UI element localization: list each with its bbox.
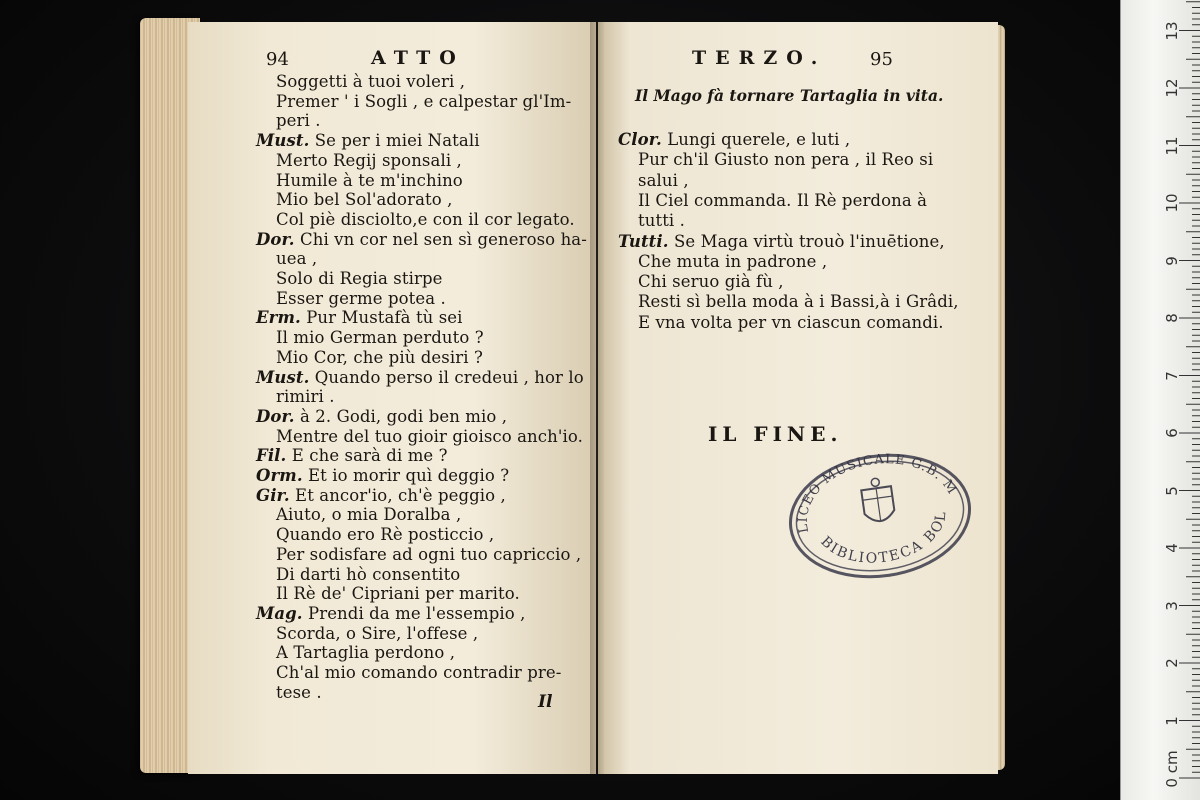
text-line [638, 272, 784, 292]
ruler-mark-label: 6 [1163, 428, 1181, 438]
catchword: Il [538, 692, 553, 712]
verse-text: Quando ero Rè posticcio , [276, 525, 495, 545]
text-line [276, 624, 478, 644]
speaker-label: Fil. [256, 446, 287, 466]
speaker-label: Erm. [256, 308, 301, 328]
text-line [276, 111, 321, 131]
text-line [256, 466, 509, 486]
verse-text: Et io morir quì deggio ? [308, 466, 510, 485]
verse-text: Scorda, o Sire, l'offese , [276, 623, 479, 643]
text-line [638, 292, 959, 312]
ruler-mark-label: 1 [1163, 715, 1181, 726]
ruler-mark-label: 3 [1163, 600, 1181, 611]
verse-text: Pur ch'il Giusto non pera , il Reo si [638, 150, 934, 170]
verse-text: Il mio German perduto ? [276, 328, 484, 348]
text-line [638, 191, 927, 211]
verse-text: Prendi da me l'essempio , [308, 603, 526, 623]
verse-text: Premer ' i Sogli , e calpestar gl'Im- [276, 91, 572, 111]
verse-text: Et ancor'io, ch'è peggio , [295, 485, 506, 505]
ruler-mark-label: 12 [1163, 78, 1181, 98]
left-page-header: ATTO [371, 47, 465, 69]
ruler-mark-label: 10 [1163, 193, 1181, 213]
text-line [276, 72, 465, 92]
verse-text: tutti . [638, 211, 685, 231]
text-line [276, 348, 483, 368]
ruler-mark-label: 9 [1163, 255, 1181, 266]
text-line [276, 505, 461, 525]
ruler-mark-label: 4 [1163, 543, 1181, 553]
left-page [188, 22, 596, 774]
verse-text: Di darti hò consentito [276, 564, 461, 584]
text-line [276, 289, 446, 309]
text-line [276, 387, 335, 407]
text-line [276, 249, 317, 269]
verse-text: rimiri . [276, 387, 335, 407]
verse-text: peri . [276, 111, 321, 131]
text-line [276, 683, 322, 703]
text-line [276, 584, 520, 604]
stamp-top-text: LICEO MUSICALE G.B. MARTINI [795, 452, 960, 535]
verse-text: Chi vn cor nel sen sì generoso ha- [300, 229, 587, 249]
verse-text: Humile à te m'inchino [276, 170, 463, 190]
verse-text: Ch'al mio comando contradir pre- [276, 663, 562, 682]
verse-text: Aiuto, o mia Doralba , [276, 505, 462, 525]
text-line [256, 308, 463, 328]
verse-text: E che sarà di me ? [291, 446, 448, 466]
verse-text: Per sodisfare ad ogni tuo capriccio , [276, 544, 582, 564]
text-line [256, 486, 506, 506]
verse-text: Lungi querele, e luti , [667, 130, 851, 149]
verse-text: Col piè disciolto,e con il cor legato. [276, 209, 575, 229]
text-line [276, 328, 484, 348]
ruler-unit-label: 0 cm [1163, 750, 1181, 788]
verse-text: à 2. Godi, godi ben mio , [300, 406, 508, 426]
verse-text: Quando perso il credeui , hor lo [314, 367, 584, 387]
scale-ruler [1120, 0, 1200, 800]
stage-direction: Il Mago fà tornare Tartaglia in vita. [635, 86, 944, 105]
right-page-number: 95 [870, 49, 893, 70]
verse-text: Resti sì bella moda à i Bassi,à i Grâdi, [638, 292, 959, 312]
text-line [638, 150, 933, 170]
text-line [276, 643, 455, 663]
text-line [618, 130, 850, 150]
text-line [276, 151, 462, 171]
verse-text: salui , [638, 170, 689, 190]
speaker-label: Must. [256, 367, 310, 387]
text-line [276, 171, 463, 191]
book-gutter [590, 22, 604, 774]
text-line [276, 210, 575, 230]
coat-of-arms-icon [860, 476, 896, 524]
speaker-label: Gir. [256, 485, 290, 505]
text-line [256, 407, 507, 427]
ruler-mark-label: 7 [1163, 370, 1181, 381]
text-line [276, 545, 581, 565]
verse-text: tese . [276, 682, 322, 702]
left-page-number: 94 [266, 49, 289, 70]
verse-text: Esser germe potea . [276, 288, 446, 308]
stamp-bottom-text: BIBLIOTECA BOLOGNA [817, 509, 950, 567]
text-line [276, 525, 494, 545]
text-line [256, 446, 448, 466]
verse-text: E vna volta per vn ciascun comandi. [638, 312, 944, 332]
verse-text: Chi seruo già fù , [638, 272, 784, 292]
ruler-mark-label: 13 [1163, 20, 1181, 41]
text-line [276, 427, 583, 447]
text-line [276, 92, 571, 112]
text-line [638, 313, 944, 333]
verse-text: Mio Cor, che più desiri ? [276, 347, 483, 367]
verse-text: Solo di Regia stirpe [276, 269, 443, 288]
text-line [618, 232, 945, 252]
text-line [256, 131, 480, 151]
text-line [638, 252, 827, 272]
speaker-label: Clor. [618, 130, 662, 149]
verse-text: A Tartaglia perdono , [276, 643, 456, 663]
right-page-header: TERZO. [692, 47, 827, 69]
ruler-ticks [1121, 0, 1200, 800]
speaker-label: Dor. [256, 229, 295, 249]
text-line [638, 211, 685, 231]
verse-text: Merto Regij sponsali , [276, 150, 462, 170]
ruler-mark-label: 11 [1163, 135, 1181, 156]
verse-text: Se per i miei Natali [314, 131, 480, 151]
verse-text: uea , [276, 249, 318, 269]
verse-text: Che muta in padrone , [638, 251, 828, 271]
speaker-label: Tutti. [618, 231, 669, 251]
speaker-label: Dor. [256, 406, 295, 426]
library-stamp [785, 450, 975, 582]
text-line [276, 565, 460, 585]
verse-text: Il Rè de' Cipriani per marito. [276, 584, 520, 604]
text-line [638, 171, 689, 191]
right-page [598, 22, 998, 774]
verse-text: Mentre del tuo gioir gioisco anch'io. [276, 426, 583, 446]
verse-text: Soggetti à tuoi voleri , [276, 72, 466, 91]
ruler-mark-label: 8 [1163, 313, 1181, 323]
text-line [276, 190, 452, 210]
speaker-label: Mag. [256, 603, 303, 623]
speaker-label: Must. [256, 131, 310, 151]
text-line [256, 604, 525, 624]
verse-text: Pur Mustafà tù sei [306, 308, 463, 328]
speaker-label: Orm. [256, 466, 303, 485]
ruler-mark-label: 2 [1163, 658, 1181, 668]
end-title: IL FINE. [708, 422, 843, 446]
text-line [276, 663, 561, 683]
verse-text: Se Maga virtù trouò l'inuētione, [673, 231, 945, 251]
text-line [256, 368, 584, 388]
verse-text: Il Ciel commanda. Il Rè perdona à [638, 190, 928, 210]
text-line [256, 230, 587, 250]
ruler-mark-label: 5 [1163, 485, 1181, 496]
text-line [276, 269, 442, 289]
verse-text: Mio bel Sol'adorato , [276, 190, 453, 210]
